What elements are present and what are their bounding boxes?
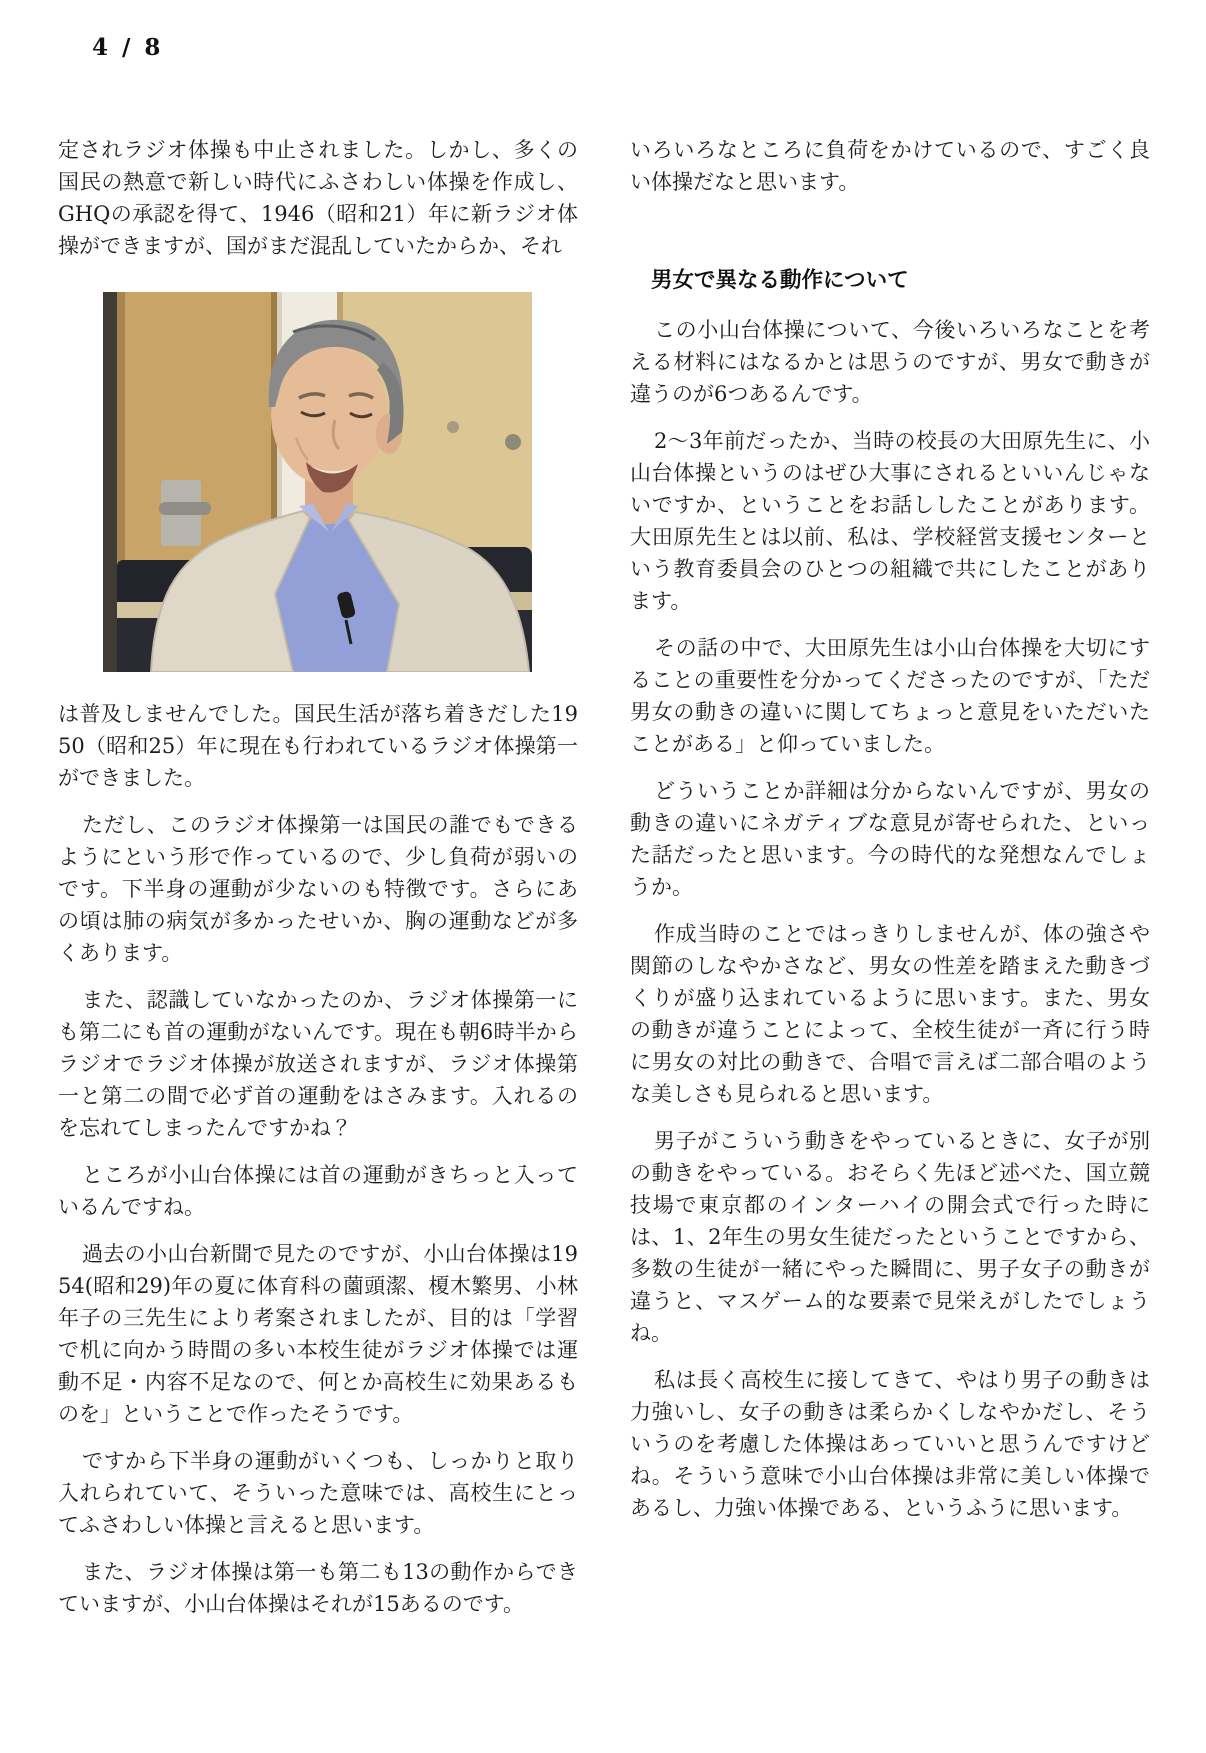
interview-photo	[103, 292, 532, 672]
paragraph: 過去の小山台新聞で見たのですが、小山台体操は1954(昭和29)年の夏に体育科の薗頭潔、榎木繁男、小林年子の三先生により考案されましたが、目的は「学習で机に向かう時間の多い本校生徒がラジオ体操では運動不足・内容不足なので、何とか高校生に効果あるものを」ということで作ったそうです。	[58, 1242, 578, 1426]
paragraph: 男子がこういう動きをやっているときに、女子が別の動きをやっている。おそらく先ほど述べた、国立競技場で東京都のインターハイの開会式で行った時には、1、2年生の男女生徒だったということですから、多数の生徒が一緒にやった瞬間に、男子女子の動きが違うと、マスゲーム的な要素で見栄えがしたでしょうね。	[630, 1129, 1150, 1345]
door-handle-lever	[159, 502, 211, 515]
right-column	[630, 134, 1150, 1539]
paragraph: 作成当時のことではっきりしませんが、体の強さや関節のしなやかさなど、男女の性差を踏まえた動きづくりが盛り込まれているように思います。また、男女の動きが違うことによって、全校生徒が一斉に行う時に男女の対比の動きで、合唱で言えば二部合唱のような美しさも見られると思います。	[630, 922, 1150, 1106]
paragraph: ですから下半身の運動がいくつも、しっかりと取り入れられていて、そういった意味では、高校生にとってふさわしい体操と言えると思います。	[58, 1449, 578, 1537]
paragraph: どういうことか詳細は分からないんですが、男女の動きの違いにネガティブな意見が寄せられた、といった話だったと思います。今の時代的な発想なんでしょうか。	[630, 779, 1150, 899]
page-number: 4 / 8	[92, 34, 164, 61]
paragraph: 私は長く高校生に接してきて、やはり男子の動きは力強いし、女子の動きは柔らかくしなやかだし、そういうのを考慮した体操はあっていいと思うんですけどね。そういう意味で小山台体操は非常に美しい体操であるし、力強い体操である、というふうに思います。	[630, 1368, 1150, 1520]
paragraph: 定されラジオ体操も中止されました。しかし、多くの国民の熱意で新しい時代にふさわしい体操を作成し、GHQの承認を得て、1946（昭和21）年に新ラジオ体操ができますが、国がまだ混乱していたからか、それ	[58, 138, 578, 258]
paragraph: その話の中で、大田原先生は小山台体操を大切にすることの重要性を分かってくださったのですが、「ただ男女の動きの違いに関してちょっと意見をいただいたことがある」と仰っていました。	[630, 636, 1150, 756]
door-lock	[447, 421, 459, 433]
paragraph: また、ラジオ体操は第一も第二も13の動作からできていますが、小山台体操はそれが15あるのです。	[58, 1560, 578, 1616]
dark-edge	[103, 292, 117, 672]
section-heading: 男女で異なる動作について	[651, 268, 909, 293]
paragraph: いろいろなところに負荷をかけているので、すごく良い体操だなと思います。	[630, 138, 1150, 194]
door-knob	[505, 434, 521, 450]
paragraph: ただし、このラジオ体操第一は国民の誰でもできるようにという形で作っているので、少し負荷が弱いのです。下半身の運動が少ないのも特徴です。さらにあの頃は肺の病気が多かったせいか、胸の運動などが多くあります。	[58, 813, 578, 965]
paragraph: また、認識していなかったのか、ラジオ体操第一にも第二にも首の運動がないんです。現在も朝6時半からラジオでラジオ体操が放送されますが、ラジオ体操第一と第二の間で必ず首の運動をはさみます。入れるのを忘れてしまったんですかね？	[58, 988, 578, 1140]
left-column	[58, 134, 578, 1635]
paragraph: ところが小山台体操には首の運動がきちっと入っているんですね。	[58, 1163, 578, 1219]
paragraph: は普及しませんでした。国民生活が落ち着きだした1950（昭和25）年に現在も行われているラジオ体操第一ができました。	[58, 702, 578, 790]
interview-photo-illustration	[103, 292, 532, 672]
paragraph: この小山台体操について、今後いろいろなことを考える材料にはなるかとは思うのですが、男女で動きが違うのが6つあるんです。	[630, 318, 1150, 406]
paragraph: 2～3年前だったか、当時の校長の大田原先生に、小山台体操というのはぜひ大事にされるといいんじゃないですか、ということをお話ししたことがあります。大田原先生とは以前、私は、学校経営支援センターという教育委員会のひとつの組織で共にしたことがあります。	[630, 429, 1150, 613]
